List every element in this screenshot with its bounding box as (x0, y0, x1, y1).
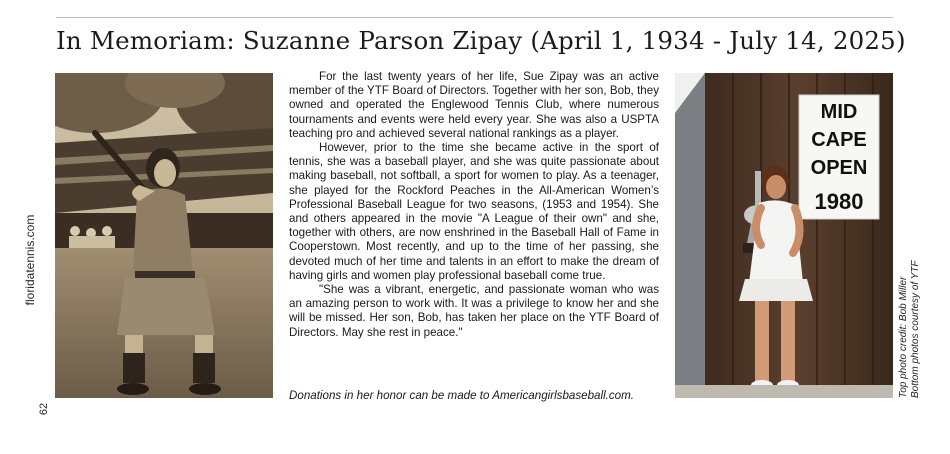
sign-line-4: 1980 (814, 189, 864, 214)
photo-credit-bottom: Bottom photos courtesy of YTF (910, 260, 921, 398)
page-number: 62 (38, 402, 50, 416)
sign-line-2: CAPE (811, 129, 867, 151)
article-paragraph: However, prior to the time she became active in the sport of tennis, she was a baseball player, and she was quite passionate about making baseball, not softball, a sport for women to play. As a teenager, she played for the Rockford Peaches in the All-American Women’s Professional Baseball League for two seasons, (1953 and 1954). She and others appeared in the movie "A League of their own" and she, together with others, are now enshrined in the Baseball Hall of Fame in Cooperstown. Most recently, and up to the time of her passing, she devoted much of her time and talents in an effort to make the dream of having girls and women play professional baseball come true. (289, 141, 659, 282)
photo-credit-top: Top photo credit: Bob Miller (898, 276, 909, 398)
site-name[interactable]: floridatennis.com (23, 214, 37, 306)
baseball-player-photo (55, 73, 273, 398)
sign-line-1: MID (820, 101, 858, 123)
tennis-trophy-image (675, 73, 893, 398)
baseball-player-image (55, 73, 273, 398)
article-paragraph: "She was a vibrant, energetic, and passionate woman who was an amazing person to work with. It was a privilege to know her and she will be missed. Her son, Bob, has taken her place on the YTF Board of Directors. May she rest in peace." (289, 283, 659, 339)
donations-note: Donations in her honor can be made to Americangirlsbaseball.com. (289, 389, 634, 402)
sign-line-3: OPEN (810, 157, 868, 179)
tennis-trophy-photo (675, 73, 893, 398)
photo-credits (898, 198, 922, 398)
article-paragraph: For the last twenty years of her life, Sue Zipay was an active member of the YTF Board of Directors. Together with her son, Bob, they owned and operated the Englewood Tennis Club, where numerous tournaments and events were held every year. She was also a USPTA teaching pro and achieved several national rankings as a player. (289, 70, 659, 140)
article-title: In Memoriam: Suzanne Parson Zipay (April 1, 1934 - July 14, 2025) (56, 26, 906, 55)
article-body (289, 70, 659, 340)
top-rule (56, 17, 893, 18)
